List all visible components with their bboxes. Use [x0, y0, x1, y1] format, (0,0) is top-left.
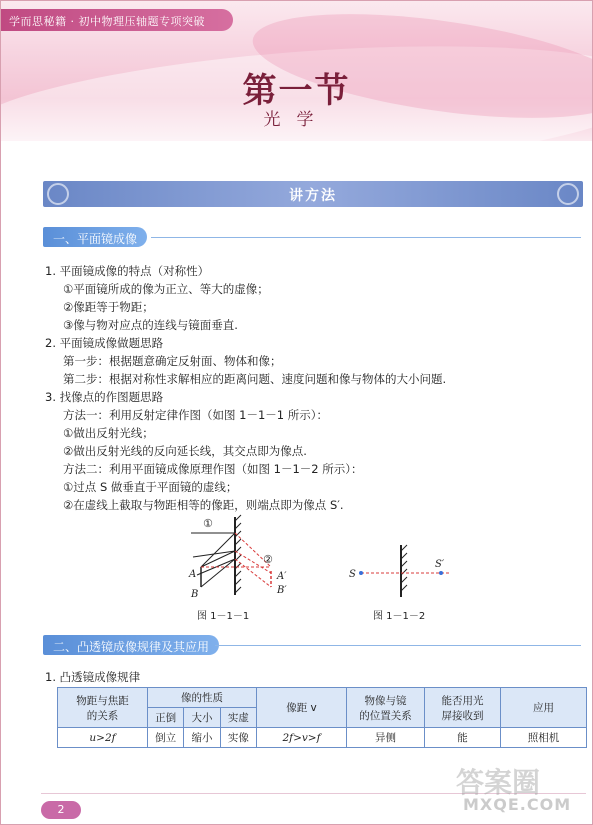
table-header: 像距 v [257, 688, 347, 728]
figure-caption: 图 1－1－2 [373, 611, 426, 622]
series-banner-text: 学而思秘籍 · 初中物理压轴题专项突破 [9, 15, 205, 28]
label-a-prime: A′ [277, 571, 287, 582]
text-line: ①平面镜所成的像为正立、等大的虚像； [63, 282, 269, 296]
label-s: S [349, 569, 356, 580]
label-circle-1: ① [203, 517, 213, 530]
text-line: 第一步：根据题意确定反射面、物体和像； [63, 354, 282, 368]
convex-lens-table [57, 687, 587, 748]
figure-mirror-image-point [345, 541, 465, 603]
text-line: 方法一：利用反射定律作图（如图 1－1－1 所示）： [63, 408, 329, 422]
section-subtitle: 光学 [263, 110, 330, 130]
header-band [1, 1, 592, 141]
text-line: 第二步：根据对称性求解相应的距离问题、速度问题和像与物体的大小问题. [63, 372, 447, 386]
series-banner [1, 9, 233, 31]
label-b: B [191, 589, 199, 600]
text-line: ①过点 S 做垂直于平面镜的虚线； [63, 480, 238, 494]
method-bar [43, 181, 583, 207]
table-header: 实虚 [220, 708, 256, 728]
table-cell: 倒立 [148, 728, 184, 748]
section-title: 第一节 [242, 71, 351, 111]
table-row [58, 728, 587, 748]
table-cell: 异侧 [347, 728, 425, 748]
text-line: 2. 平面镜成像做题思路 [45, 336, 164, 350]
table-header: 应用 [501, 688, 587, 728]
table-cell: 照相机 [501, 728, 587, 748]
table-header: 像的性质 [148, 688, 257, 708]
point-s-prime [439, 571, 443, 575]
text-line: ①做出反射光线； [63, 426, 154, 440]
text-line: 1. 平面镜成像的特点（对称性） [45, 264, 210, 278]
figure-mirror-reflection [171, 513, 301, 605]
text-line: ②在虚线上截取与物距相等的像距，则端点即为像点 S′. [63, 498, 344, 512]
text-line: ③像与物对应点的连线与镜面垂直. [63, 318, 238, 332]
figure-caption: 图 1－1－1 [197, 611, 250, 622]
text-line: 1. 凸透镜成像规律 [45, 670, 141, 684]
table-header: 物距与焦距 的关系 [58, 688, 148, 728]
text-line: 方法二：利用平面镜成像原理作图（如图 1－1－2 所示）： [63, 462, 363, 476]
table-header: 物像与镜 的位置关系 [347, 688, 425, 728]
subsection-tab-convex-lens: 二、凸透镜成像规律及其应用 [43, 635, 219, 655]
table-cell: 实像 [220, 728, 256, 748]
watermark-url: MXQE.COM [463, 795, 572, 814]
label-s-prime: S′ [435, 559, 445, 570]
table-cell: 能 [425, 728, 501, 748]
divider [215, 645, 581, 646]
table-header: 能否用光 屏接收到 [425, 688, 501, 728]
watermark-logo: 答案圈 [456, 766, 541, 799]
label-circle-2: ② [263, 553, 273, 566]
point-s [359, 571, 363, 575]
ray-c [197, 559, 235, 587]
text-line: 3. 找像点的作图题思路 [45, 390, 164, 404]
table-cell: 缩小 [184, 728, 220, 748]
table-cell: 2f>v>f [257, 728, 347, 748]
page-number: 2 [41, 801, 81, 819]
subsection-tab-plane-mirror: 一、平面镜成像 [43, 227, 147, 247]
swirl-icon [557, 183, 579, 205]
label-a: A [189, 569, 197, 580]
table-cell: u>2f [58, 728, 148, 748]
text-line: ②做出反射光线的反向延长线，其交点即为像点. [63, 444, 307, 458]
method-bar-title: 讲方法 [289, 188, 337, 204]
divider [151, 237, 581, 238]
text-line: ②像距等于物距； [63, 300, 154, 314]
table-header: 大小 [184, 708, 220, 728]
label-b-prime: B′ [277, 585, 287, 596]
table-header: 正倒 [148, 708, 184, 728]
